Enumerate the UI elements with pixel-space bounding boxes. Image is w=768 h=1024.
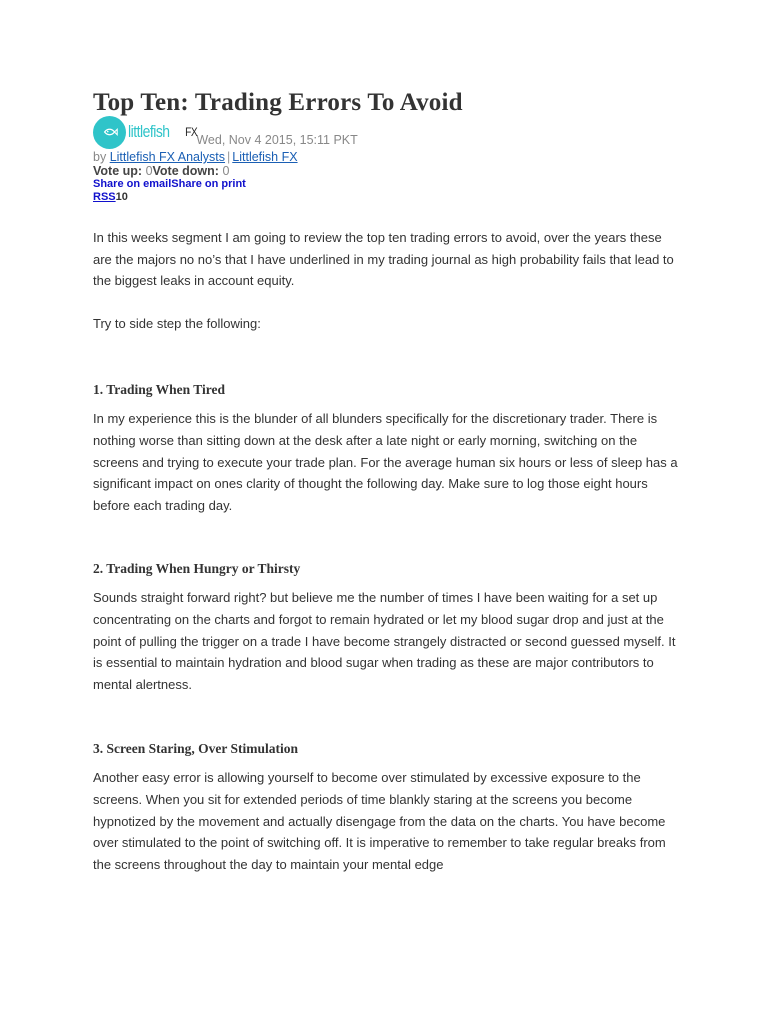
vote-up-button[interactable]: Vote up: <box>93 164 143 178</box>
byline-prefix: by <box>93 150 107 164</box>
org-link[interactable]: Littlefish FX <box>232 150 298 164</box>
intro-paragraph: In this weeks segment I am going to review the top ten trading errors to avoid, over the years these are the majors no no’s that I have underlined in my trading journal as high probability fails that lead to the biggest leaks in account equity. <box>93 230 674 289</box>
rss-row <box>93 191 678 204</box>
rss-count: 10 <box>115 191 128 203</box>
section-heading-hungry: 2. Trading When Hungry or Thirsty <box>93 561 301 577</box>
lead-paragraph: Try to side step the following: <box>93 315 261 331</box>
article-title: Top Ten: Trading Errors To Avoid <box>93 89 463 116</box>
meta-row <box>93 115 678 149</box>
section-text-tired: In my experience this is the blunder of all blunders specifically for the discretionary trader. There is nothing worse than sitting down at the desk after a late night or early morning, switching on the screens and trying to execute your trade plan. For the average human six hours or less of sleep has a significant impact on ones clarity of thought the following day. Make sure to log those eight hours before each trading day. <box>93 411 678 513</box>
logo-fx-mark: FX <box>185 125 198 139</box>
section-heading-tired: 1. Trading When Tired <box>93 382 226 398</box>
byline-separator: | <box>227 150 231 164</box>
section-text-screen-staring: Another easy error is allowing yourself to become over stimulated by excessive exposure to the screens. When you sit for extended periods of time blankly staring at the screens you become hypnotized by the movement and actually disengage from the data on the charts. You have become over stimulated to the point of switching off. It is imperative to remember to take regular breaks from the screens throughout the day to maintain your mental edge <box>93 770 666 872</box>
vote-down-button[interactable]: Vote down: <box>152 164 219 178</box>
littlefish-logo[interactable] <box>93 115 198 149</box>
vote-up-count: 0 <box>145 164 153 178</box>
publish-date: Wed, Nov 4 2015, 15:11 PKT <box>196 133 358 147</box>
article <box>93 88 678 875</box>
share-row <box>93 178 678 191</box>
logo-wordmark: littlefish <box>128 122 170 141</box>
fish-icon <box>93 116 126 149</box>
vote-row <box>93 165 678 178</box>
author-link[interactable]: Littlefish FX Analysts <box>109 150 226 164</box>
rss-link[interactable]: RSS <box>93 191 116 203</box>
vote-down-count: 0 <box>222 164 230 178</box>
byline <box>93 149 678 165</box>
section-text-hungry: Sounds straight forward right? but believe me the number of times I have been waiting for a set up concentrating on the charts and forgot to remain hydrated or let my blood sugar drop and just at the point of pulling the trigger on a trade I have become strangely distracted or second guessed myself. It is essential to maintain hydration and blood sugar when trading as these are major contributors to mental alertness. <box>93 590 676 692</box>
share-print-link[interactable]: Share on print <box>171 178 246 190</box>
share-email-link[interactable]: Share on email <box>93 178 172 190</box>
section-heading-screen-staring: 3. Screen Staring, Over Stimulation <box>93 741 298 757</box>
